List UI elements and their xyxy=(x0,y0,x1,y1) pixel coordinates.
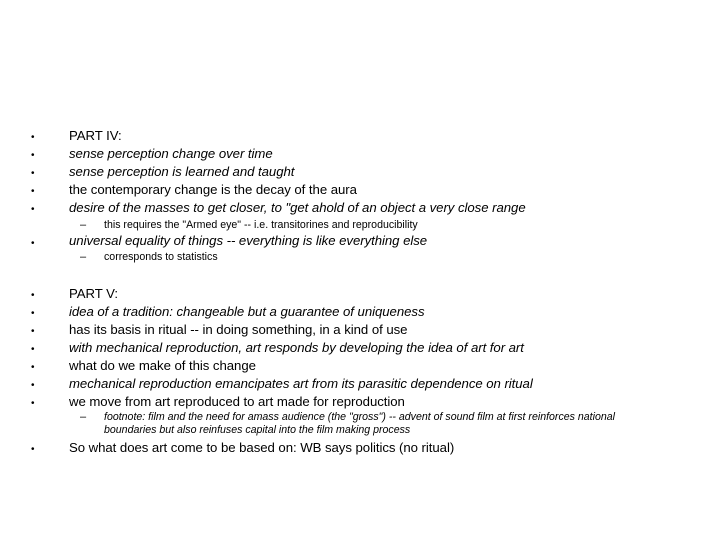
bullet-icon: • xyxy=(31,344,35,355)
bullet-icon: • xyxy=(31,308,35,319)
bullet-icon: • xyxy=(31,168,35,179)
dash-icon: – xyxy=(80,411,87,423)
bullet-icon: • xyxy=(31,238,35,249)
bullet-icon: • xyxy=(31,380,35,391)
bullet-icon: • xyxy=(31,362,35,373)
list-item-text: we move from art reproduced to art made for reproduction xyxy=(69,394,405,409)
sub-list-item-text: this requires the "Armed eye" -- i.e. transitorines and reproducibility xyxy=(104,219,418,231)
sub-list-item-text: corresponds to statistics xyxy=(104,251,218,263)
dash-icon: – xyxy=(80,219,87,231)
list-item-text: with mechanical reproduction, art responds by developing the idea of art for art xyxy=(69,340,524,355)
bullet-icon: • xyxy=(31,204,35,215)
list-item-text: the contemporary change is the decay of the aura xyxy=(69,182,357,197)
list-item-text: sense perception change over time xyxy=(69,146,273,161)
list-item-text: So what does art come to be based on: WB says politics (no ritual) xyxy=(69,440,455,455)
bullet-icon: • xyxy=(31,132,35,143)
bullet-icon: • xyxy=(31,444,35,455)
dash-icon: – xyxy=(80,251,87,263)
list-item-text: sense perception is learned and taught xyxy=(69,164,295,179)
sub-list-item-text: footnote: film and the need for amass audience (the "gross") -- advent of sound film at first reinforces national boundaries but also reinfuses capital into the film making process xyxy=(104,411,615,436)
list-item-text: desire of the masses to get closer, to "get ahold of an object a very close range xyxy=(69,200,526,215)
list-item-text: has its basis in ritual -- in doing something, in a kind of use xyxy=(69,322,408,337)
bullet-icon: • xyxy=(31,398,35,409)
bullet-icon: • xyxy=(31,326,35,337)
bullet-icon: • xyxy=(31,290,35,301)
list-item-text: idea of a tradition: changeable but a guarantee of uniqueness xyxy=(69,304,425,319)
list-item-text: mechanical reproduction emancipates art from its parasitic dependence on ritual xyxy=(69,376,533,391)
list-item-text: universal equality of things -- everything is like everything else xyxy=(69,233,428,248)
bullet-icon: • xyxy=(31,186,35,197)
list-item-text: PART V: xyxy=(69,286,118,301)
bullet-icon: • xyxy=(31,150,35,161)
list-item-text: what do we make of this change xyxy=(69,358,256,373)
list-item-text: PART IV: xyxy=(69,128,122,143)
